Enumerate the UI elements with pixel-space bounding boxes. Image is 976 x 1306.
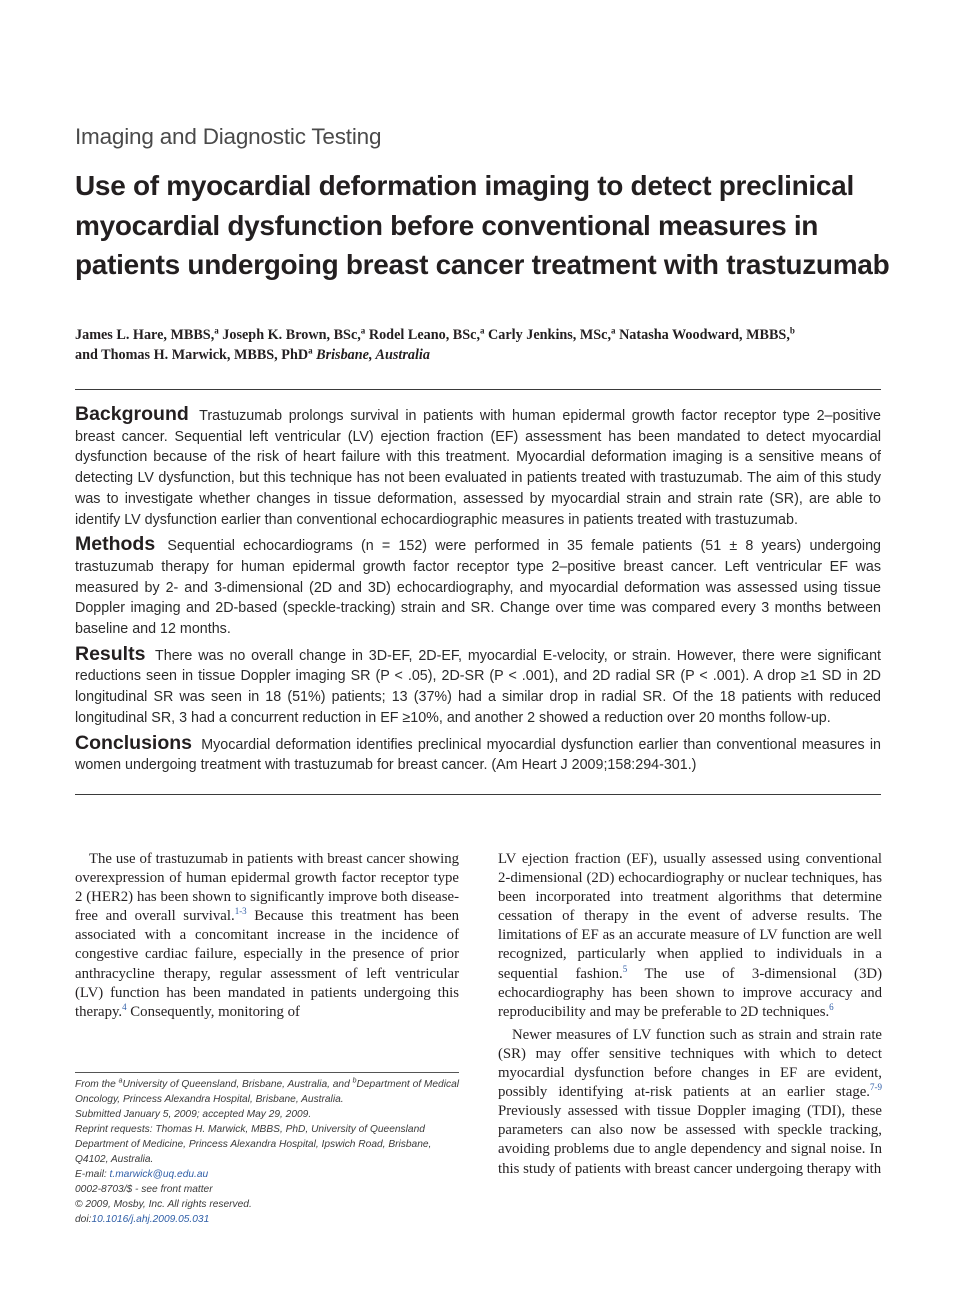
author-name: Rodel Leano, BSc, bbox=[368, 327, 480, 343]
affiliation-marker: a bbox=[308, 344, 313, 355]
affiliation-marker: b bbox=[789, 325, 795, 336]
abstract-text: There was no overall change in 3D-EF, 2D-EF, myocardial E-velocity, or strain. However, there were significant reductions seen in tissue Doppler imaging SR (P < .05), 2D-SR (P < .001), and 2D radial SR (P < .001). A drop ≥1 SD in 2D longitudinal SR was seen in 18 (51%) patients; 13 (37%) had a similar drop in radial SR. Of the 18 patients with reduced longitudinal SR, 3 had a concurrent reduction in EF ≥10%, and another 2 showed a reduction over 20 months follow-up. bbox=[75, 647, 882, 726]
doi-line bbox=[75, 1212, 465, 1227]
abstract-top-divider bbox=[75, 389, 881, 390]
abstract bbox=[75, 404, 881, 780]
body-text: Previously assessed with tissue Doppler imaging (TDI), these parameters can also now be assessed with speckle tracking, avoiding problems due to angle dependency and signal noise. In this study of patients with breast cancer undergoing therapy with bbox=[498, 1103, 882, 1177]
abstract-text: Myocardial deformation identifies preclinical myocardial dysfunction earlier than conventional measures in women undergoing treatment with trastuzumab for breast cancer. (Am Heart J 2009;158:294-301.) bbox=[75, 736, 881, 774]
reference-link[interactable]: 5 bbox=[622, 963, 628, 974]
body-text: The use of trastuzumab in patients with breast cancer showing overexpression of human epidermal growth factor receptor type 2 (HER2) has been shown to significantly improve both disease-free and overall survival. bbox=[75, 851, 459, 925]
affiliation-marker: a bbox=[214, 325, 219, 336]
footnotes bbox=[75, 1077, 465, 1227]
doi-link[interactable]: 10.1016/j.ahj.2009.05.031 bbox=[91, 1214, 210, 1225]
abstract-background bbox=[75, 404, 881, 530]
author-name: Joseph K. Brown, BSc, bbox=[222, 327, 361, 343]
abstract-methods bbox=[75, 534, 881, 640]
abstract-heading: Results bbox=[75, 642, 146, 665]
author-name: and Thomas H. Marwick, MBBS, PhD bbox=[75, 346, 309, 363]
author-name: Carly Jenkins, MSc, bbox=[488, 327, 612, 343]
affiliation-marker: b bbox=[352, 1077, 357, 1085]
body-paragraph bbox=[498, 1026, 882, 1179]
article-title: Use of myocardial deformation imaging to detect preclinical myocardial dysfunction before conventional measures in patients undergoing breast cancer treatment with trastuzumab bbox=[75, 170, 890, 280]
footnote-text: University of Queensland, Brisbane, Australia, and bbox=[122, 1079, 353, 1090]
reference-link[interactable]: 7-9 bbox=[870, 1082, 882, 1093]
abstract-results bbox=[75, 644, 881, 729]
footnote-text: Department of Medical Oncology, Princess Alexandra Hospital, Brisbane, Australia. bbox=[75, 1079, 460, 1105]
body-column-left bbox=[75, 850, 459, 1022]
body-paragraph bbox=[75, 850, 459, 1022]
affiliation-marker: a bbox=[360, 325, 366, 336]
reprint-requests: Reprint requests: Thomas H. Marwick, MBBS, PhD, University of Queensland Department of Medicine, Princess Alexandra Hospital, Ipswich Road, Brisbane, Q4102, Australia. bbox=[75, 1124, 432, 1165]
body-text: LV ejection fraction (EF), usually assessed using conventional 2-dimensional (2D) echocardiography or nuclear techniques, has been incorporated into treatment algorithms that determine cessation of therapy in the event of adverse results. The limitations of EF as an accurate measure of LV function are well recognized, particularly when applied to individuals in a sequential fashion. bbox=[498, 851, 882, 982]
author-name: Natasha Woodward, MBBS, bbox=[619, 327, 790, 343]
abstract-text: Sequential echocardiograms (n = 152) were performed in 35 female patients (51 ± 8 years) undergoing trastuzumab therapy for human epidermal growth factor receptor type 2–positive breast cancer. Left ventricular EF was measured by 2- and 3-dimensional (2D and 3D) echocardiography, and myocardial deformation was assessed using tissue Doppler imaging and 2D-based (speckle-tracking) strain and SR. Change over time was compared every 3 months between baseline and 12 months. bbox=[75, 538, 881, 638]
body-text: The use of 3-dimensional (3D) echocardiography has been shown to improve accuracy and reproducibility and may be preferable to 2D techniques. bbox=[498, 965, 882, 1020]
body-paragraph bbox=[498, 850, 882, 1022]
footnote-text: From the bbox=[75, 1079, 119, 1090]
email-link[interactable]: t.marwick@uq.edu.au bbox=[109, 1169, 209, 1180]
author-list bbox=[75, 326, 887, 365]
abstract-heading: Methods bbox=[75, 533, 156, 556]
abstract-conclusions bbox=[75, 733, 881, 776]
copyright-line: © 2009, Mosby, Inc. All rights reserved. bbox=[75, 1199, 252, 1210]
doi-label: doi: bbox=[75, 1214, 92, 1225]
email-line bbox=[75, 1167, 465, 1182]
section-label: Imaging and Diagnostic Testing bbox=[75, 124, 382, 149]
abstract-heading: Conclusions bbox=[75, 731, 193, 754]
affiliation-marker: a bbox=[480, 325, 485, 336]
body-text: Because this treatment has been associated with a concomitant increase in the incidence of congestive cardiac failure, especially in the presence of prior anthracycline therapy, regular assessment of left ventricular (LV) function has been mandated in patients undergoing this therapy. bbox=[75, 908, 460, 1020]
abstract-bottom-divider bbox=[75, 794, 881, 795]
affiliation-note bbox=[75, 1077, 465, 1107]
submission-dates: Submitted January 5, 2009; accepted May 29, 2009. bbox=[75, 1109, 312, 1120]
author-location: Brisbane, Australia bbox=[316, 346, 430, 363]
reference-link[interactable]: 4 bbox=[122, 1001, 127, 1012]
reference-link[interactable]: 1-3 bbox=[234, 906, 247, 917]
body-column-right bbox=[498, 850, 882, 1179]
body-text: Consequently, monitoring of bbox=[126, 1003, 300, 1020]
issn-line: 0002-8703/$ - see front matter bbox=[75, 1184, 213, 1195]
affiliation-marker: a bbox=[611, 325, 616, 336]
reference-link[interactable]: 6 bbox=[829, 1001, 834, 1012]
abstract-heading: Background bbox=[75, 403, 189, 425]
affiliation-marker: a bbox=[118, 1077, 123, 1085]
email-label: E-mail: bbox=[75, 1169, 110, 1180]
abstract-text: Trastuzumab prolongs survival in patients with human epidermal growth factor receptor type 2–positive breast cancer. Sequential left ventricular (LV) ejection fraction (EF) assessment has been mandated to detect myocardial dysfunction because of the risk of heart failure with this treatment. Myocardial deformation imaging is a sensitive means of detecting LV dysfunction, but this technique has not been evaluated in patients treated with trastuzumab. The aim of this study was to investigate whether changes in tissue deformation, assessed by myocardial strain and strain rate (SR), are able to identify LV dysfunction earlier than conventional echocardiographic measures in patients treated with trastuzumab. bbox=[75, 408, 881, 528]
body-text: Newer measures of LV function such as strain and strain rate (SR) may offer sensitive techniques with which to detect myocardial dysfunction before changes in EF are evident, possibly identifying at-risk patients at an earlier stage. bbox=[498, 1026, 882, 1101]
footnote-divider bbox=[75, 1072, 459, 1073]
author-name: James L. Hare, MBBS, bbox=[75, 327, 215, 343]
